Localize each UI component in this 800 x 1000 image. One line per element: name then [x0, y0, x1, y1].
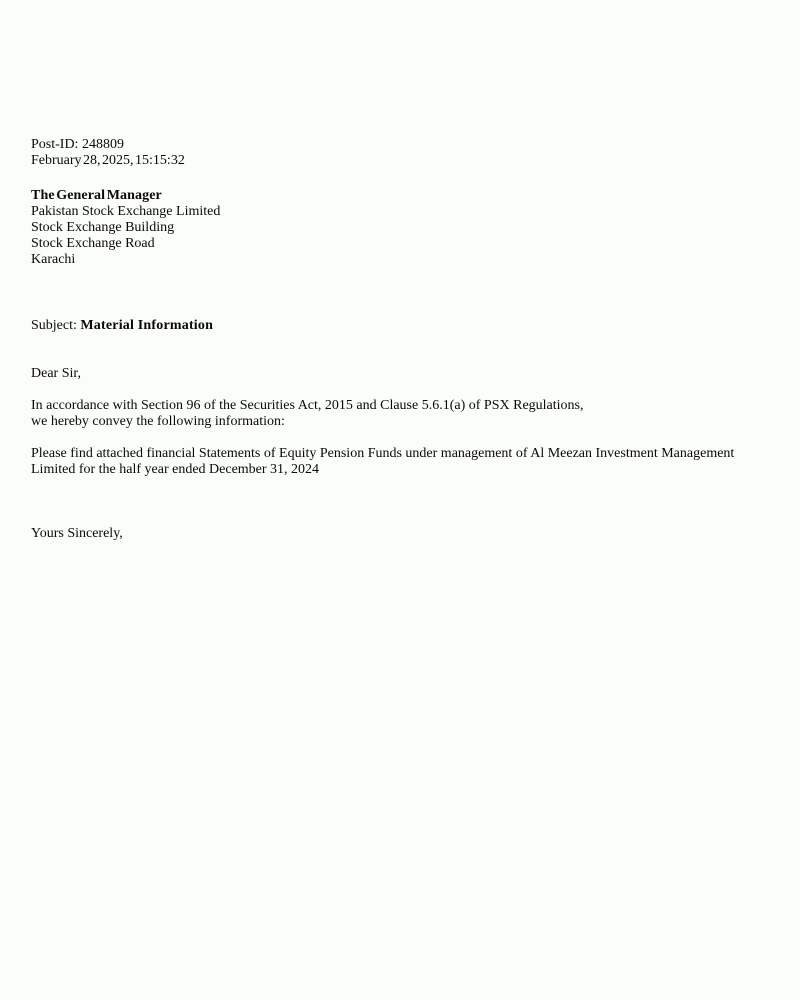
- post-datetime: February 28, 2025, 15:15:32: [31, 153, 185, 168]
- addressee-line-city: Karachi: [31, 252, 76, 267]
- addressee-name: The General Manager: [31, 188, 162, 203]
- salutation: Dear Sir,: [31, 366, 81, 381]
- body-paragraph-regulation-line-2: we hereby convey the following information:: [31, 414, 285, 429]
- closing: Yours Sincerely,: [31, 526, 123, 541]
- post-meta-block: [31, 137, 798, 169]
- body-paragraph-attachment-line-1: Please find attached financial Statements of Equity Pension Funds under management of Al Meezan Investment Management: [31, 446, 735, 461]
- body-paragraph-attachment-line-2: Limited for the half year ended December 31, 2024: [31, 462, 320, 477]
- subject-value: Material Information: [80, 318, 214, 333]
- addressee-block: [31, 188, 798, 268]
- addressee-line-road: Stock Exchange Road: [31, 236, 155, 251]
- body-paragraph-regulation: [31, 398, 798, 430]
- body-paragraph-attachment: [31, 446, 798, 478]
- subject-line: [31, 318, 798, 334]
- subject-label: Subject:: [31, 318, 77, 333]
- addressee-line-building: Stock Exchange Building: [31, 220, 175, 235]
- post-id: Post-ID: 248809: [31, 137, 124, 152]
- body-paragraph-regulation-line-1: In accordance with Section 96 of the Securities Act, 2015 and Clause 5.6.1(a) of PSX Regulations,: [31, 398, 584, 413]
- addressee-line-company: Pakistan Stock Exchange Limited: [31, 204, 221, 219]
